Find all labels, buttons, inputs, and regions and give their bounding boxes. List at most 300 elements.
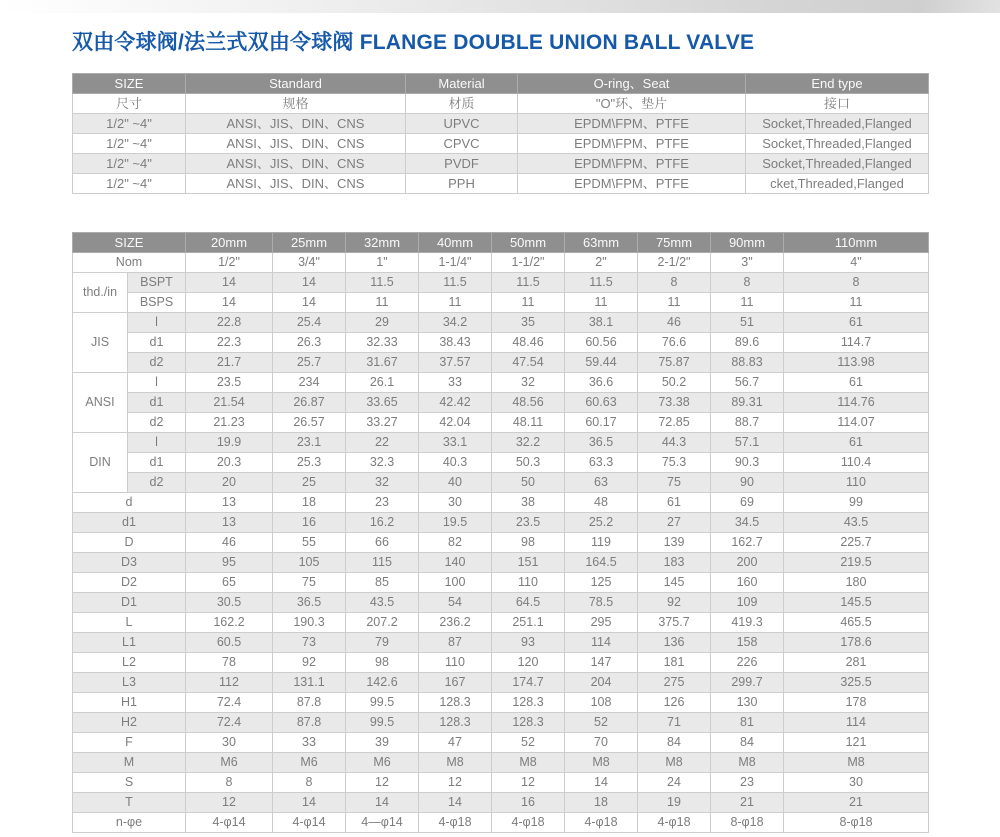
dim-cell: 21 (784, 793, 929, 813)
dim-cell: 18 (273, 493, 346, 513)
dim-row (73, 653, 929, 673)
dim-sub-label: l (128, 433, 186, 453)
dim-sub-label: l (128, 373, 186, 393)
dim-cell: M6 (273, 753, 346, 773)
dim-cell: 419.3 (711, 613, 784, 633)
dim-cell: 95 (186, 553, 273, 573)
dim-cell: 61 (784, 313, 929, 333)
dim-cell: 14 (273, 293, 346, 313)
spec-cell: 1/2" ~4" (73, 174, 186, 194)
dim-cell: 55 (273, 533, 346, 553)
dim-cell: M8 (492, 753, 565, 773)
dim-cell: 30 (186, 733, 273, 753)
dim-cell: 114.7 (784, 333, 929, 353)
dim-cell: 110 (784, 473, 929, 493)
dim-group-label: DIN (73, 433, 128, 493)
dim-cell: 11 (419, 293, 492, 313)
dim-row-label: L2 (73, 653, 186, 673)
dim-cell: 20 (186, 473, 273, 493)
dim-cell: 23 (711, 773, 784, 793)
dim-cell: 52 (565, 713, 638, 733)
dim-cell: 88.7 (711, 413, 784, 433)
dim-cell: 92 (273, 653, 346, 673)
dim-cell: 34.2 (419, 313, 492, 333)
dim-cell: 26.57 (273, 413, 346, 433)
dim-cell: 114 (565, 633, 638, 653)
dim-cell: 26.1 (346, 373, 419, 393)
spec-cell: EPDM\FPM、PTFE (518, 174, 746, 194)
dim-cell: 90 (711, 473, 784, 493)
dim-cell: 200 (711, 553, 784, 573)
dim-row (73, 333, 929, 353)
dim-cell: 112 (186, 673, 273, 693)
dim-sub-label: BSPT (128, 273, 186, 293)
dim-cell: 59.44 (565, 353, 638, 373)
dim-cell: 4-φ18 (638, 813, 711, 833)
dim-cell: 63.3 (565, 453, 638, 473)
dim-cell: 23.1 (273, 433, 346, 453)
dim-row-label: D1 (73, 593, 186, 613)
dim-cell: 108 (565, 693, 638, 713)
dim-cell: 465.5 (784, 613, 929, 633)
dim-cell: 19.9 (186, 433, 273, 453)
dim-row-label: H1 (73, 693, 186, 713)
spec-row (73, 134, 929, 154)
dim-cell: 128.3 (492, 693, 565, 713)
dim-cell: 4-φ14 (186, 813, 273, 833)
dim-cell: 72.4 (186, 693, 273, 713)
dim-cell: 89.6 (711, 333, 784, 353)
dim-cell: 1" (346, 253, 419, 273)
dim-cell: 2-1/2" (638, 253, 711, 273)
dim-cell: 14 (273, 273, 346, 293)
dim-cell: 72.4 (186, 713, 273, 733)
dim-cell: 33.1 (419, 433, 492, 453)
dim-cell: 178 (784, 693, 929, 713)
page-title (72, 26, 928, 56)
dim-cell: 36.6 (565, 373, 638, 393)
dim-cell: 32.33 (346, 333, 419, 353)
dim-cell: 251.1 (492, 613, 565, 633)
dim-cell: 66 (346, 533, 419, 553)
spec-cell: EPDM\FPM、PTFE (518, 154, 746, 174)
spec-row (73, 174, 929, 194)
dim-row (73, 293, 929, 313)
dim-cell: 65 (186, 573, 273, 593)
dim-cell: 30.5 (186, 593, 273, 613)
dim-cell: 26.87 (273, 393, 346, 413)
dim-cell: 25 (273, 473, 346, 493)
dim-cell: 11 (565, 293, 638, 313)
dim-row (73, 413, 929, 433)
dim-size-header-cell: SIZE (73, 233, 186, 253)
dim-cell: 89.31 (711, 393, 784, 413)
spec-cell: ANSI、JIS、DIN、CNS (186, 154, 406, 174)
dim-cell: 3/4" (273, 253, 346, 273)
dim-cell: 13 (186, 493, 273, 513)
dim-cell: 110 (492, 573, 565, 593)
dim-cell: 110 (419, 653, 492, 673)
dim-header-row (73, 233, 929, 253)
dim-cell: 60.56 (565, 333, 638, 353)
dim-cell: 20.3 (186, 453, 273, 473)
dim-cell: 126 (638, 693, 711, 713)
dim-cell: M8 (784, 753, 929, 773)
dim-cell: 98 (492, 533, 565, 553)
dim-cell: 60.17 (565, 413, 638, 433)
spec-cell: cket,Threaded,Flanged (746, 174, 929, 194)
dim-sub-label: d1 (128, 393, 186, 413)
dim-row-label: M (73, 753, 186, 773)
spec-subheader-row (73, 94, 929, 114)
dim-cell: 42.42 (419, 393, 492, 413)
dim-row-label: Nom (73, 253, 186, 273)
dim-group-label: ANSI (73, 373, 128, 433)
dim-cell: 36.5 (273, 593, 346, 613)
dim-cell: 99.5 (346, 713, 419, 733)
dim-row (73, 753, 929, 773)
dim-cell: 46 (186, 533, 273, 553)
dim-cell: 32 (492, 373, 565, 393)
dim-size-cell: 63mm (565, 233, 638, 253)
dim-row-label: S (73, 773, 186, 793)
dim-cell: 61 (638, 493, 711, 513)
top-gradient-band (0, 0, 1000, 13)
dim-cell: 225.7 (784, 533, 929, 553)
spec-subheader-cell: 接口 (746, 94, 929, 114)
dim-cell: 295 (565, 613, 638, 633)
dim-cell: 19.5 (419, 513, 492, 533)
dim-cell: 32 (346, 473, 419, 493)
dim-cell: 128.3 (492, 713, 565, 733)
dim-cell: 98 (346, 653, 419, 673)
dim-row (73, 253, 929, 273)
dim-row-label: L (73, 613, 186, 633)
dim-row (73, 313, 929, 333)
spec-cell: UPVC (406, 114, 518, 134)
dim-cell: 174.7 (492, 673, 565, 693)
spec-cell: EPDM\FPM、PTFE (518, 114, 746, 134)
dim-cell: 178.6 (784, 633, 929, 653)
spec-cell: PPH (406, 174, 518, 194)
dim-cell: 87 (419, 633, 492, 653)
dim-cell: 8-φ18 (711, 813, 784, 833)
dim-cell: 4-φ18 (492, 813, 565, 833)
dim-row-label: D (73, 533, 186, 553)
dim-cell: 46 (638, 313, 711, 333)
dim-row (73, 353, 929, 373)
dim-size-cell: 50mm (492, 233, 565, 253)
dim-size-cell: 20mm (186, 233, 273, 253)
dim-cell: 128.3 (419, 693, 492, 713)
dim-row (73, 433, 929, 453)
dim-cell: 78 (186, 653, 273, 673)
dim-row (73, 733, 929, 753)
dim-size-cell: 110mm (784, 233, 929, 253)
dim-sub-label: l (128, 313, 186, 333)
dim-cell: 35 (492, 313, 565, 333)
dim-cell: 33.65 (346, 393, 419, 413)
dim-cell: 8 (638, 273, 711, 293)
dim-cell: 25.3 (273, 453, 346, 473)
dim-cell: 87.8 (273, 713, 346, 733)
dim-cell: 33 (273, 733, 346, 753)
dim-cell: 2" (565, 253, 638, 273)
dim-cell: 162.7 (711, 533, 784, 553)
spec-table (72, 73, 929, 194)
dim-cell: 158 (711, 633, 784, 653)
dim-cell: 109 (711, 593, 784, 613)
page-title-cn: 双由令球阀/法兰式双由令球阀 (72, 31, 354, 54)
spec-subheader-cell: 尺寸 (73, 94, 186, 114)
dim-cell: 131.1 (273, 673, 346, 693)
dim-cell: 11 (492, 293, 565, 313)
dim-cell: 26.3 (273, 333, 346, 353)
dim-cell: 4—φ14 (346, 813, 419, 833)
dim-sub-label: BSPS (128, 293, 186, 313)
dim-size-cell: 75mm (638, 233, 711, 253)
dim-cell: 164.5 (565, 553, 638, 573)
dim-cell: M6 (346, 753, 419, 773)
dim-cell: 54 (419, 593, 492, 613)
dim-cell: 11 (638, 293, 711, 313)
dim-row (73, 813, 929, 833)
dim-row-label: L3 (73, 673, 186, 693)
dim-cell: 44.3 (638, 433, 711, 453)
dim-cell: 21.7 (186, 353, 273, 373)
dim-cell: 181 (638, 653, 711, 673)
dim-cell: 114 (784, 713, 929, 733)
dim-cell: 50 (492, 473, 565, 493)
dim-sub-label: d2 (128, 413, 186, 433)
dim-cell: 139 (638, 533, 711, 553)
dim-cell: 12 (419, 773, 492, 793)
dim-cell: 22.3 (186, 333, 273, 353)
dim-cell: 4-φ18 (565, 813, 638, 833)
dim-cell: 38.43 (419, 333, 492, 353)
dim-cell: 14 (186, 293, 273, 313)
dim-cell: 183 (638, 553, 711, 573)
dim-size-cell: 32mm (346, 233, 419, 253)
dim-cell: 81 (711, 713, 784, 733)
dim-cell: 16.2 (346, 513, 419, 533)
spec-cell: CPVC (406, 134, 518, 154)
dim-cell: 57.1 (711, 433, 784, 453)
dim-cell: 70 (565, 733, 638, 753)
spec-header-cell: Standard (186, 74, 406, 94)
dim-cell: 50.2 (638, 373, 711, 393)
dim-cell: 40 (419, 473, 492, 493)
dim-cell: 281 (784, 653, 929, 673)
dim-cell: 4-φ14 (273, 813, 346, 833)
spec-subheader-cell: 材质 (406, 94, 518, 114)
dim-cell: 87.8 (273, 693, 346, 713)
dim-cell: 72.85 (638, 413, 711, 433)
dim-cell: 25.2 (565, 513, 638, 533)
dim-cell: 50.3 (492, 453, 565, 473)
dim-cell: 39 (346, 733, 419, 753)
dim-cell: 4-φ18 (419, 813, 492, 833)
dim-row (73, 473, 929, 493)
dim-cell: 82 (419, 533, 492, 553)
dim-cell: 162.2 (186, 613, 273, 633)
dim-cell: 14 (273, 793, 346, 813)
dim-cell: 12 (186, 793, 273, 813)
dim-cell: 21.54 (186, 393, 273, 413)
dim-cell: 75.3 (638, 453, 711, 473)
dim-cell: 75 (273, 573, 346, 593)
dim-cell: 11 (346, 293, 419, 313)
dim-cell: 120 (492, 653, 565, 673)
dim-cell: 8 (186, 773, 273, 793)
dim-cell: 219.5 (784, 553, 929, 573)
dim-row (73, 393, 929, 413)
dim-cell: 76.6 (638, 333, 711, 353)
dim-row-label: d1 (73, 513, 186, 533)
dimension-table (72, 232, 929, 833)
dim-cell: 12 (346, 773, 419, 793)
dim-cell: 75.87 (638, 353, 711, 373)
dim-cell: 71 (638, 713, 711, 733)
dim-cell: 11 (784, 293, 929, 313)
dim-cell: 24 (638, 773, 711, 793)
dim-cell: 60.5 (186, 633, 273, 653)
dim-cell: 11 (711, 293, 784, 313)
spec-header-cell: Material (406, 74, 518, 94)
spec-cell: ANSI、JIS、DIN、CNS (186, 174, 406, 194)
dim-cell: 234 (273, 373, 346, 393)
dim-cell: 8 (711, 273, 784, 293)
dim-row (73, 553, 929, 573)
dim-cell: 48.46 (492, 333, 565, 353)
dim-row (73, 673, 929, 693)
dim-cell: 47 (419, 733, 492, 753)
dim-row-label: n-φe (73, 813, 186, 833)
dim-cell: 33.27 (346, 413, 419, 433)
dim-cell: 100 (419, 573, 492, 593)
dim-row-label: d (73, 493, 186, 513)
spec-cell: ANSI、JIS、DIN、CNS (186, 134, 406, 154)
dim-cell: 167 (419, 673, 492, 693)
dim-cell: 142.6 (346, 673, 419, 693)
dim-cell: 1/2" (186, 253, 273, 273)
dim-cell: 43.5 (346, 593, 419, 613)
dim-cell: 114.76 (784, 393, 929, 413)
dim-cell: 29 (346, 313, 419, 333)
dim-cell: 64.5 (492, 593, 565, 613)
dim-cell: 114.07 (784, 413, 929, 433)
dim-cell: 14 (346, 793, 419, 813)
page-title-en: FLANGE DOUBLE UNION BALL VALVE (359, 31, 755, 54)
spec-cell: Socket,Threaded,Flanged (746, 134, 929, 154)
spec-cell: Socket,Threaded,Flanged (746, 154, 929, 174)
dim-row-label: T (73, 793, 186, 813)
dim-cell: 42.04 (419, 413, 492, 433)
dim-cell: 128.3 (419, 713, 492, 733)
dim-cell: 14 (186, 273, 273, 293)
dim-cell: 85 (346, 573, 419, 593)
dim-cell: 8-φ18 (784, 813, 929, 833)
dim-size-cell: 25mm (273, 233, 346, 253)
dim-cell: 48.11 (492, 413, 565, 433)
spec-header-row (73, 74, 929, 94)
dim-row (73, 773, 929, 793)
dim-cell: 99.5 (346, 693, 419, 713)
dim-sub-label: d1 (128, 453, 186, 473)
dim-cell: 88.83 (711, 353, 784, 373)
dim-sub-label: d2 (128, 473, 186, 493)
spec-cell: ANSI、JIS、DIN、CNS (186, 114, 406, 134)
dim-cell: 40.3 (419, 453, 492, 473)
dim-cell: 125 (565, 573, 638, 593)
dim-cell: 25.4 (273, 313, 346, 333)
dim-cell: 136 (638, 633, 711, 653)
dim-cell: 21.23 (186, 413, 273, 433)
dim-cell: M8 (565, 753, 638, 773)
dim-cell: 19 (638, 793, 711, 813)
dim-cell: 69 (711, 493, 784, 513)
dim-cell: 275 (638, 673, 711, 693)
dim-cell: 207.2 (346, 613, 419, 633)
dim-row (73, 273, 929, 293)
dim-cell: 52 (492, 733, 565, 753)
dim-size-cell: 40mm (419, 233, 492, 253)
dim-cell: 14 (565, 773, 638, 793)
dim-cell: 23.5 (492, 513, 565, 533)
dim-cell: 204 (565, 673, 638, 693)
dim-row (73, 573, 929, 593)
dim-cell: 130 (711, 693, 784, 713)
dim-row-label: D3 (73, 553, 186, 573)
dim-cell: 30 (419, 493, 492, 513)
dim-cell: 145.5 (784, 593, 929, 613)
dim-cell: 180 (784, 573, 929, 593)
dim-row (73, 513, 929, 533)
dim-cell: 31.67 (346, 353, 419, 373)
dim-cell: 23 (346, 493, 419, 513)
spec-row (73, 154, 929, 174)
dim-cell: 13 (186, 513, 273, 533)
spec-subheader-cell: "O"环、垫片 (518, 94, 746, 114)
dim-cell: 14 (419, 793, 492, 813)
dim-cell: 21 (711, 793, 784, 813)
dim-cell: 236.2 (419, 613, 492, 633)
spec-cell: 1/2" ~4" (73, 154, 186, 174)
dim-cell: 25.7 (273, 353, 346, 373)
dim-cell: 37.57 (419, 353, 492, 373)
dim-cell: 121 (784, 733, 929, 753)
dim-cell: 27 (638, 513, 711, 533)
dim-cell: 32.2 (492, 433, 565, 453)
dim-cell: 84 (711, 733, 784, 753)
dim-group-label: thd./in (73, 273, 128, 313)
dim-cell: 33 (419, 373, 492, 393)
dim-row (73, 453, 929, 473)
dim-cell: 16 (273, 513, 346, 533)
dim-cell: 38.1 (565, 313, 638, 333)
dim-cell: 140 (419, 553, 492, 573)
dim-cell: 110.4 (784, 453, 929, 473)
dim-cell: 56.7 (711, 373, 784, 393)
dim-row-label: L1 (73, 633, 186, 653)
dim-sub-label: d1 (128, 333, 186, 353)
dim-cell: M8 (711, 753, 784, 773)
dim-row-label: D2 (73, 573, 186, 593)
dim-size-cell: 90mm (711, 233, 784, 253)
dim-cell: 30 (784, 773, 929, 793)
dim-cell: 79 (346, 633, 419, 653)
dim-cell: 11.5 (492, 273, 565, 293)
